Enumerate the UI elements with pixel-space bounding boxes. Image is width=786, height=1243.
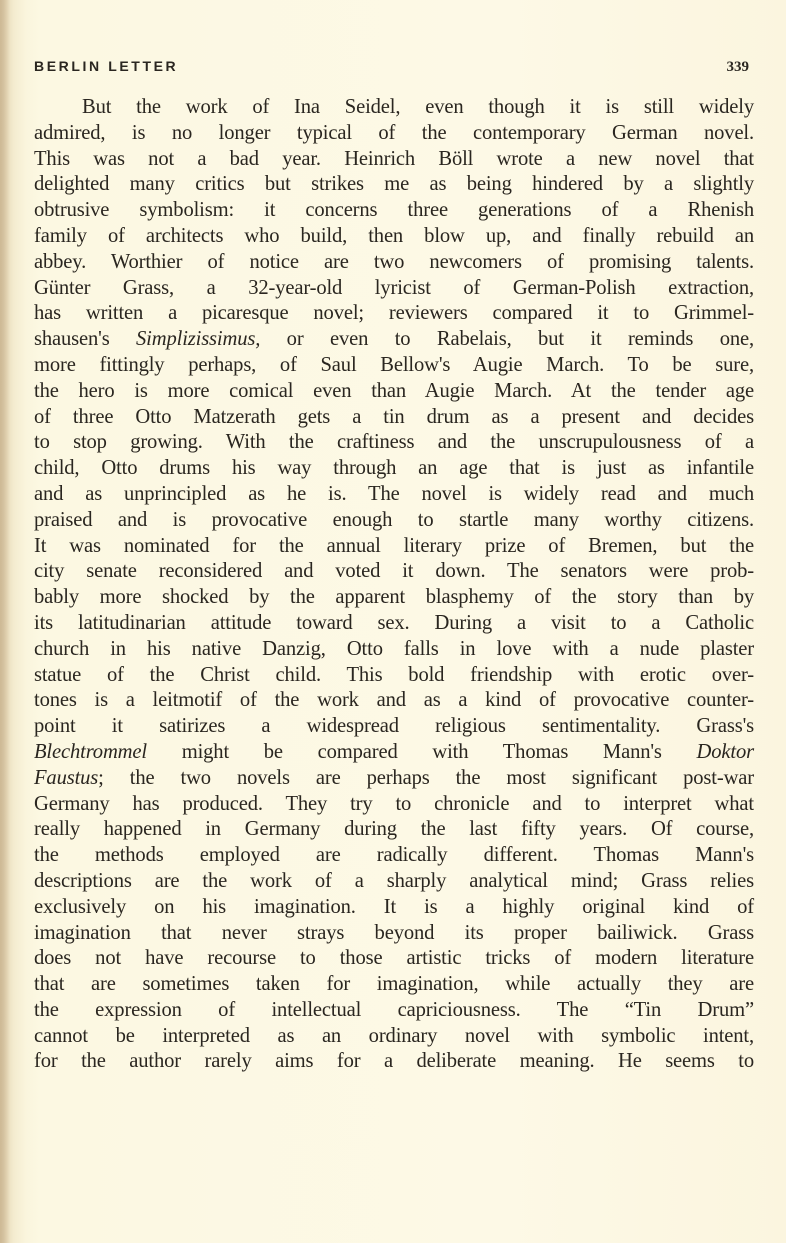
text-run: Günter Grass, a 32-year-old lyricist of German-Polish extraction, [34,276,754,299]
body-text [34,95,754,1075]
text-line-content [34,869,754,895]
text-line [34,895,754,921]
text-run: does not have recourse to those artistic tricks of modern literature [34,947,754,970]
text-line [34,585,754,611]
page-number: 339 [726,59,749,75]
text-run: bably more shocked by the apparent blasphemy of the story than by [34,586,754,609]
text-line-content [34,405,754,431]
text-line-content [34,921,754,947]
text-run: more fittingly perhaps, of Saul Bellow's Augie March. To be sure, [34,353,754,376]
text-line [34,147,754,173]
text-line-content [34,430,754,456]
text-run: tones is a leitmotif of the work and as a kind of provocative counter- [34,689,754,712]
text-line [34,172,754,198]
text-line-content [34,198,754,224]
text-line-content [34,276,754,302]
text-run: admired, is no longer typical of the contemporary German novel. [34,121,754,144]
text-line [34,688,754,714]
text-line-content [34,946,754,972]
text-run: It was nominated for the annual literary prize of Bremen, but the [34,534,754,557]
text-line [34,301,754,327]
text-line-content [34,508,754,534]
text-line [34,972,754,998]
text-line [34,198,754,224]
text-run: abbey. Worthier of notice are two newcomers of promising talents. [34,250,754,273]
italic-title: Doktor [696,740,754,763]
text-line-content [34,172,754,198]
binding-gutter-shadow [0,0,10,1243]
text-run: of three Otto Matzerath gets a tin drum as a present and decides [34,405,754,428]
text-run: or even to Rabelais, but it reminds one, [260,328,754,351]
text-line [34,121,754,147]
text-run: Germany has produced. They try to chronicle and to interpret what [34,792,754,815]
text-run: praised and is provocative enough to startle many worthy citizens. [34,508,754,531]
text-run: really happened in Germany during the last fifty years. Of course, [34,818,754,841]
text-line-content [34,534,754,560]
text-line-content [34,663,754,689]
text-line [34,869,754,895]
text-run: shausen's [34,328,137,351]
text-line [34,430,754,456]
text-run: and as unprincipled as he is. The novel is widely read and much [34,482,754,505]
italic-title: Faustus [34,766,99,789]
text-line [34,637,754,663]
text-run: imagination that never strays beyond its proper bailiwick. Grass [34,921,754,944]
text-line [34,740,754,766]
text-line [34,792,754,818]
italic-title: Blechtrommel [34,740,147,763]
text-line-content [34,1049,754,1075]
text-run: This was not a bad year. Heinrich Böll wrote a new novel that [34,147,754,170]
text-run: might be compared with Thomas Mann's [146,740,697,763]
text-line-content [34,637,754,663]
text-line [34,817,754,843]
text-line-content [34,766,754,792]
text-run: ; the two novels are perhaps the most significant post-war [98,766,754,789]
text-line [34,1024,754,1050]
text-line-content [34,250,754,276]
text-line [34,663,754,689]
text-line [34,611,754,637]
text-line [34,714,754,740]
text-line-content [34,1024,754,1050]
text-line-content [34,714,754,740]
running-title: BERLIN LETTER [34,58,179,74]
running-head [34,58,752,78]
text-run: obtrusive symbolism: it concerns three generations of a Rhenish [34,199,754,222]
text-line [34,405,754,431]
text-line-content [34,585,754,611]
text-line [34,327,754,353]
text-run: exclusively on his imagination. It is a highly original kind of [34,895,754,918]
text-line-content [34,895,754,921]
text-line [34,456,754,482]
text-line-content [34,379,754,405]
text-run: family of architects who build, then blow up, and finally rebuild an [34,224,754,247]
text-run: its latitudinarian attitude toward sex. During a visit to a Catholic [34,611,754,634]
text-run: to stop growing. With the craftiness and the unscrupulousness of a [34,431,754,454]
text-run: for the author rarely aims for a deliberate meaning. He seems to [34,1050,754,1073]
text-line-content [34,998,754,1024]
text-run: church in his native Danzig, Otto falls in love with a nude plaster [34,637,754,660]
text-line-content [34,559,754,585]
text-line [34,250,754,276]
text-line-content [34,843,754,869]
text-line-content [34,817,754,843]
text-line-content [34,353,754,379]
text-line-content [34,611,754,637]
text-line [34,843,754,869]
text-line-content [34,482,754,508]
text-line [34,276,754,302]
text-run: cannot be interpreted as an ordinary novel with symbolic intent, [34,1024,754,1047]
text-run: city senate reconsidered and voted it down. The senators were prob- [34,560,754,583]
text-line [34,766,754,792]
text-line [34,224,754,250]
text-line [34,534,754,560]
text-line-content [34,224,754,250]
text-line [34,998,754,1024]
text-line [34,946,754,972]
text-run: delighted many critics but strikes me as being hindered by a slightly [34,173,754,196]
text-line-content [34,327,754,353]
text-line [34,353,754,379]
text-run: that are sometimes taken for imagination, while actually they are [34,973,754,996]
text-line [34,95,754,121]
text-run: has written a picaresque novel; reviewers compared it to Grimmel- [34,302,754,325]
text-line-content [34,792,754,818]
text-line-content [34,740,754,766]
text-line-content [34,301,754,327]
text-line [34,508,754,534]
text-run: the hero is more comical even than Augie March. At the tender age [34,379,754,402]
text-line-content [34,121,754,147]
text-run: point it satirizes a widespread religious sentimentality. Grass's [34,715,754,738]
text-run: the expression of intellectual capriciousness. The “Tin Drum” [34,998,754,1021]
text-line-content [34,456,754,482]
text-line [34,559,754,585]
text-line-content [34,972,754,998]
text-line [34,379,754,405]
text-line [34,482,754,508]
text-run: the methods employed are radically different. Thomas Mann's [34,844,754,867]
italic-title: Simplizissimus, [136,328,261,351]
text-run: child, Otto drums his way through an age that is just as infantile [34,457,754,480]
text-line [34,1049,754,1075]
text-line-content [82,95,754,121]
text-run: But the work of Ina Seidel, even though it is still widely [82,96,754,118]
text-line-content [34,147,754,173]
text-line-content [34,688,754,714]
text-line [34,921,754,947]
text-run: statue of the Christ child. This bold friendship with erotic over- [34,663,754,686]
text-run: descriptions are the work of a sharply analytical mind; Grass relies [34,869,754,892]
